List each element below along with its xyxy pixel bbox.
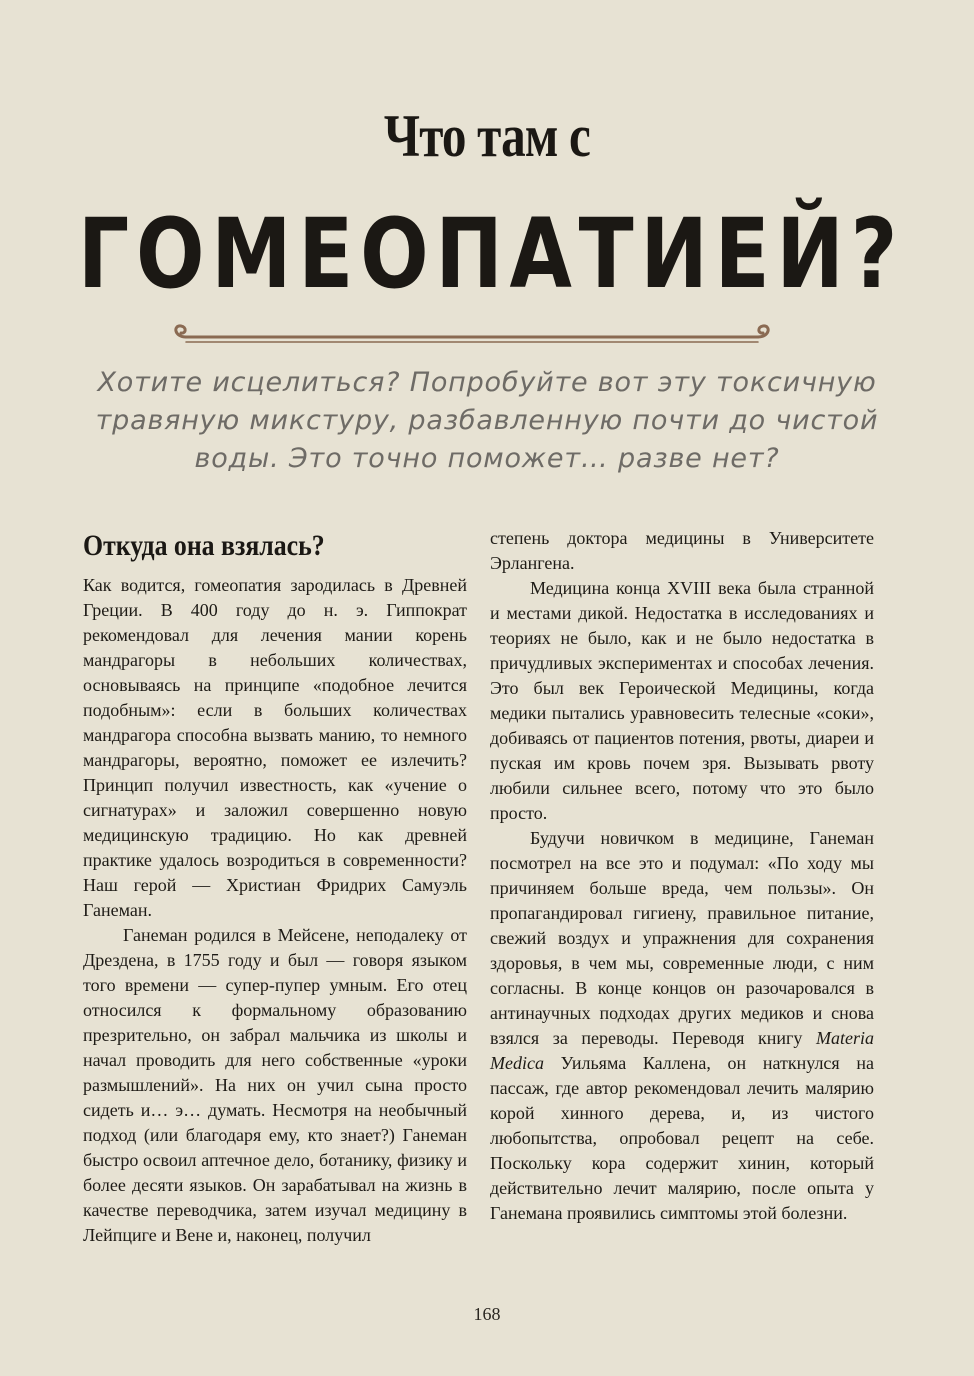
paragraph: Медицина конца XVIII века была странной и местами дикой. Недостатка в исследованиях и теориях не было, как и не было недостатка в причудливых экспериментах и способах лечения. Это был век Героической Медицины, когда медики пытались уравновесить телесные «соки», добиваясь от пациентов потения, рвоты, диареи и пуская им кровь почем зря. Вызывать рвоту любили сильнее всего, потому что это было просто. [490, 578, 874, 823]
title-line-2: ГОМЕОПАТИЕЙ? [77, 198, 905, 310]
section-heading: Откуда она взялась? [83, 529, 325, 562]
book-title: Materia Medica [490, 1028, 874, 1073]
subtitle: Хотите исцелиться? Попробуйте вот эту токсичную травяную микстуру, разбавленную почти до чистой воды. Это точно поможет… разве нет? [95, 367, 879, 474]
right-column [490, 526, 874, 1226]
ornament-curl-left [176, 326, 186, 337]
paragraph: степень доктора медицины в Университете Эрлангена. [490, 528, 874, 573]
title-line-1: Что там с [383, 103, 591, 169]
paragraph-text: Уильяма Каллена, он наткнулся на пассаж, где автор рекомендовал лечить малярию корой хинного дерева, и, из чистого любопытства, опробовал рецепт на себе. Поскольку кора содержит хинин, который действительно лечит малярию, после опыта у Ганемана проявились симптомы этой болезни. [490, 1053, 875, 1223]
paragraph [490, 826, 874, 1226]
ornament-curl-right [758, 326, 768, 337]
page-number: 168 [473, 1304, 501, 1324]
paragraph: Ганеман родился в Мейсене, неподалеку от Дрездена, в 1755 году и был — говоря языком того времени — супер-пупер умным. Его отец относился к формальному образованию презрительно, он забрал мальчика из школы и начал проводить для него собственные «уроки размышлений». На них он учил сына просто сидеть и… э… думать. Несмотря на необычный подход (или благодаря ему, кто знает?) Ганеман быстро освоил аптечное дело, ботанику, физику и более десяти языков. Он зарабатывал на жизнь в качестве переводчика, затем изучал медицину в Лейпциге и Вене и, наконец, получил [83, 925, 467, 1245]
left-column [83, 573, 467, 1248]
ornament-divider [170, 324, 774, 350]
paragraph-text: Будучи новичком в медицине, Ганеман посмотрел на все это и подумал: «По ходу мы причиняем больше вреда, чем пользы». Он пропагандировал гигиену, правильное питание, свежий воздух и упражнения для сохранения здоровья, в чем мы, современные люди, с ним согласны. В конце концов он разочаровался в антинаучных подходах других медиков и снова взялся за переводы. Переводя книгу [490, 828, 874, 1048]
paragraph: Как водится, гомеопатия зародилась в Древней Греции. В 400 году до н. э. Гиппократ рекомендовал для лечения мании корень мандрагоры в небольших количествах, основываясь на принципе «подобное лечится подобным»: если в больших количествах мандрагора способна вызвать манию, то немного мандрагоры, вероятно, поможет ее излечить? Принцип получил известность, как «учение о сигнатурах» и заложил совершенно новую медицинскую традицию. Но как древней практике удалось возродиться в современности? Наш герой — Христиан Фридрих Самуэль Ганеман. [83, 575, 467, 920]
